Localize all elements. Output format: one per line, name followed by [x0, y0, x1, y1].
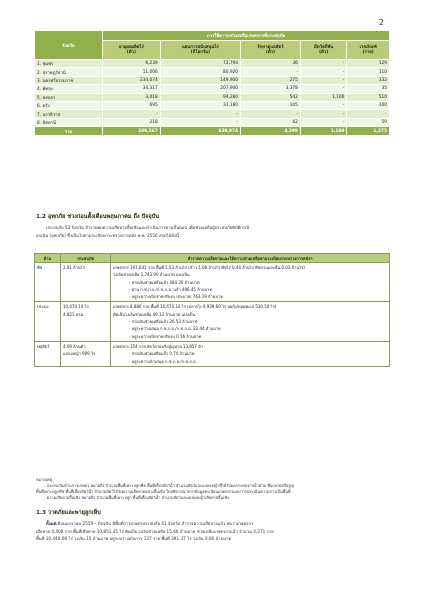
column-header: เวชภัณฑ์ (ราย) — [347, 41, 390, 60]
table-cell: 80,920 — [160, 68, 240, 76]
table-cell: 35 — [347, 85, 390, 93]
sector-cell: พืช — [35, 263, 61, 302]
notes-label: หมายเหตุ : — [36, 477, 55, 482]
section-paragraph-storm: ตั้งแต่เดือนมกราคม 2559 – ปัจจุบัน มีพื้นที่การเกษตรประสบภัย 41 จังหวัด สำรวจความเสียหายแล้ว พบว่าเกษตรกร เสียหาย 4,408 ราย พื้นที่เสียหาย 10,851.45 ไร่ คิดเป็นวงเงินช่วยเหลือ 15.66 ล้านบาท ช่วยเหลือเกษตรกรแล้ว จำนวน 4,271 ราย พื้นที่ 10,440.08 ไร่ วงเงิน 15 ล้านบาท อยู่ระหว่างเบิกการ 137 ราย พื้นที่ 391.37 ไร่ วงเงิน 0.66 ล้านบาท — [36, 521, 274, 542]
table-cell: - — [103, 110, 161, 118]
province-cell: 2. สุราษฎร์ธานี — [35, 68, 103, 76]
table-cell: - — [300, 118, 346, 126]
table-row — [35, 76, 390, 84]
table-cell: - — [300, 60, 346, 68]
table-cell: 62 — [241, 118, 301, 126]
column-header: แผนการสนับสนุนไร่ (กิโลกรัม) — [160, 41, 240, 60]
table-cell: 234,074 — [103, 76, 161, 84]
table-row — [35, 118, 390, 126]
notes — [36, 477, 390, 501]
total-row — [35, 127, 390, 136]
table-cell: 73,794 — [160, 60, 240, 68]
province-cell: 3. นครศรีธรรมราช — [35, 76, 103, 84]
table-row — [35, 101, 390, 109]
table-row — [35, 302, 390, 341]
section-paragraph-flood: ประสบภัย 53 จังหวัด สำรวจพบความเสียหายสิ้นเชิงและดำเนินการตามขั้นตอน เพื่อช่วยเหลือผู้ประสบภัยพิบัติกรณี อุกเฉิน (อุทกภัย) ซึ่งเป็นไปตามระเบียบกระทรวงการคลัง พ.ศ. 2556 สรุปได้ดังนี้ — [36, 225, 249, 238]
province-cell: 4. พัทลุง — [35, 85, 103, 93]
column-header: ประสบภัย — [61, 254, 111, 263]
table-cell: - — [300, 85, 346, 93]
table-cell: 639,974 — [160, 127, 240, 136]
total-label: รวม — [35, 127, 103, 136]
column-header: มืดวัตถีพัน (ตัว) — [300, 41, 346, 60]
damage-table — [34, 253, 390, 367]
table-row — [35, 85, 390, 93]
province-cell: 6. ตรัง — [35, 101, 103, 109]
section-heading-storm: 1.3 วาตภัยและพายุลูกเห็บ — [36, 510, 101, 516]
column-header: อายุผลผลิตไร่ (ตัว) — [103, 41, 161, 60]
column-header: สำรวจความเสียหายและให้ความช่วยเหลือตามระเบียบกระทรวงการคลังฯ — [111, 254, 390, 263]
table-cell: - — [241, 110, 301, 118]
sector-cell: ประมง — [35, 302, 61, 341]
table-cell: 6,239 — [103, 60, 161, 68]
table-cell: 207,900 — [160, 85, 240, 93]
table-cell: 4,398 — [241, 127, 301, 136]
table-row — [35, 341, 390, 366]
table-cell: 542 — [241, 93, 301, 101]
table-cell: 275 — [241, 76, 301, 84]
table-cell: 695 — [103, 101, 161, 109]
table-cell: 1,275 — [347, 127, 390, 136]
table-cell: 3,378 — [241, 85, 301, 93]
detail-cell: เกษตรกร 354 ราย สัตว์ตายหรือสูญหาย 13,857 ตัว - จ่ายเงินช่วยเหลือแล้ว 0.74 ล้านบาท - อยู่ระหว่างนำเสนอ ก.ช.ภ.จ./ก.ช.ภ.อ. — [111, 341, 390, 366]
table-cell: 105 — [241, 101, 301, 109]
table-cell: 100 — [347, 101, 390, 109]
table-cell: 149,900 — [160, 76, 240, 84]
note-line: พื้นที่เพาะปลูกพืช พื้นที่เลี้ยงสัตว์น้ำ จำนวนสัตว์ได้รับความเสียหายอย่างสิ้นเชิง โดยพิจารณาจากข้อมูลทะเบียนเกษตรกรและการประเมินความการเป็นพื้นที่ — [36, 489, 291, 495]
table-cell: 59 — [347, 118, 390, 126]
section-heading-flood: 1.2 อุทกภัย ช่วงก่อนตั้งเดือนพฤษภาคม ถึง ปัจจุบัน — [36, 214, 160, 220]
table-row — [35, 68, 390, 76]
table-row — [35, 93, 390, 101]
table-row — [35, 60, 390, 68]
area-cell: 4.09 ล้านตัว แปลงหญ้า 909 ไร่ — [61, 341, 111, 366]
province-cell: 8. ปัตตานี — [35, 118, 103, 126]
table-cell: - — [241, 68, 301, 76]
column-header: รักษาดูแลสัตว์ (ตัว) — [241, 41, 301, 60]
table-cell: 36 — [241, 60, 301, 68]
table-cell: 332 — [347, 76, 390, 84]
note-line: - ประสบภัย/ด้านการเกษตร หมายถึง จำนวนพื้นที่เพาะปลูกพืช พื้นที่เลี้ยงสัตว์น้ำ จำนวนสัตว์และแปลงหญ้าที่ได้รับผลกระทบจากน้ำท่วม ที่จะหายหรือสูญ — [44, 483, 294, 489]
sector-cell: ปศุสัตว์ — [35, 341, 61, 366]
table-cell: 218 — [103, 118, 161, 126]
table-cell: 1,100 — [300, 93, 346, 101]
table-cell: 289,567 — [103, 127, 161, 136]
table-cell: 3,018 — [103, 93, 161, 101]
province-header: จังหวัด — [35, 31, 103, 60]
table-cell: - — [300, 68, 346, 76]
province-cell: 7. นราธิวาส — [35, 110, 103, 118]
province-cell: 5. สงขลา — [35, 93, 103, 101]
page-number: 2 — [378, 18, 384, 27]
table-cell: - — [347, 110, 390, 118]
assistance-group-header: การให้ความช่วยเหลือเกษตรกรที่ประสบภัย — [103, 31, 390, 41]
detail-cell: เกษตรกร 8,886 ราย พื้นที่ 10,470.10 ไร่ (ปลา/กุ้ง 9,939.60 ไร่ บ่อกุ้ง/หอยทะเล 530.50 ไร่) คิดเป็นวงเงินช่วยเหลือ 49.13 ล้านบาท แบ่งเป็น - จ่ายเงินช่วยเหลือแล้ว 26.53 ล้านบาท - อยู่ระหว่างเสนอ ก.ช.ภ.จ./ก.ช.ภ.อ. 22.44 ล้านบาท - อยู่ระหว่างเบิกจ่ายปรับงบ 0.16 ล้านบาท — [111, 302, 390, 341]
table-row — [35, 263, 390, 302]
table-cell: - — [300, 110, 346, 118]
detail-cell: เกษตรกร 197,641 ราย พื้นที่ 1.53 ล้านไร่ (ข้าว 1.06 ล้านไร่ พืชไร่ 0.44 ล้านไร่ พืชสวนและอื่น 0.03 ล้านไร่) วงเงินช่วยเหลือ 1,743.90 ล้านบาท แบ่งเป็น - จ่ายเงินช่วยเหลือแล้ว 484.26 ล้านบาท - ผ่าน ก.ช.ภ.จ./ก.ช.ภ.อ. แล้ว 496.45 ล้านบาท - อยู่ระหว่างเบิกจ่ายปรับงบ ประมาณ 763.19 ล้านบาท — [111, 263, 390, 302]
table-row — [35, 110, 390, 118]
table-cell: 33,180 — [160, 101, 240, 109]
column-header: ด้าน — [35, 254, 61, 263]
table-cell: 11,006 — [103, 68, 161, 76]
area-cell: 10,470.10 ไร่ 4,821 ตรม. — [61, 302, 111, 341]
table-cell: 1,100 — [300, 127, 346, 136]
table-cell: - — [300, 101, 346, 109]
table-cell: 129 — [347, 60, 390, 68]
assistance-table — [34, 30, 390, 136]
area-cell: 2.91 ล้านไร่ — [61, 263, 111, 302]
table-cell: 510 — [347, 93, 390, 101]
table-cell: - — [300, 76, 346, 84]
province-cell: 1. ชุมพร — [35, 60, 103, 68]
table-cell: - — [160, 118, 240, 126]
table-cell: - — [160, 110, 240, 118]
table-cell: 34,317 — [103, 85, 161, 93]
table-cell: 110 — [347, 68, 390, 76]
note-line: - ความเสียหายสิ้นเชิง หมายถึง จำนวนพื้นที่เพาะปลูก พื้นที่เลี้ยงสัตว์น้ำ จำนวนสัตว์และแปลงหญ้าเสียหายสิ้นเชิง — [44, 495, 229, 501]
table-cell: 94,280 — [160, 93, 240, 101]
